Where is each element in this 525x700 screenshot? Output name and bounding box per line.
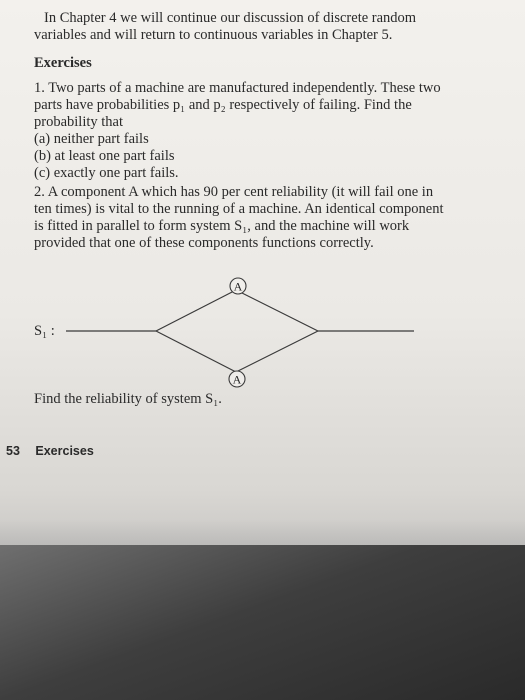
page-footer (6, 444, 94, 458)
exercise-2-line-4: provided that one of these components functions correctly. (34, 235, 374, 251)
intro-line-2: variables and will return to continuous variables in Chapter 5. (34, 27, 393, 43)
exercise-1-part-c: (c) exactly one part fails. (34, 165, 179, 181)
branch-top-left (156, 290, 236, 331)
branch-top-right (236, 290, 318, 331)
component-top-label: A (233, 279, 243, 294)
exercises-heading: Exercises (34, 55, 92, 71)
exercise-2-line-1: 2. A component A which has 90 per cent reliability (it will fail one in (34, 184, 434, 200)
footer-section: Exercises (35, 444, 94, 458)
exercise-1-part-b: (b) at least one part fails (34, 148, 175, 164)
branch-bottom-right (236, 331, 318, 372)
component-bottom-label: A (232, 372, 242, 387)
exercise-2-line-2: ten times) is vital to the running of a machine. An identical component (34, 201, 444, 217)
intro-line-1: In Chapter 4 we will continue our discussion of discrete random (44, 10, 417, 26)
branch-bottom-left (156, 331, 236, 372)
exercise-2-line-3: is fitted in parallel to form system S₁, and the machine will work (34, 218, 410, 234)
system-s1-label: S₁ : (34, 323, 55, 339)
page-number: 53 (6, 444, 20, 458)
exercise-1-part-a: (a) neither part fails (34, 131, 149, 147)
exercise-1-line-3: probability that (34, 114, 123, 130)
exercise-1-line-2: parts have probabilities p₁ and p₂ respectively of failing. Find the (34, 97, 412, 113)
find-reliability-text: Find the reliability of system S₁. (34, 391, 222, 407)
exercise-1-line-1: 1. Two parts of a machine are manufactured independently. These two (34, 80, 441, 96)
